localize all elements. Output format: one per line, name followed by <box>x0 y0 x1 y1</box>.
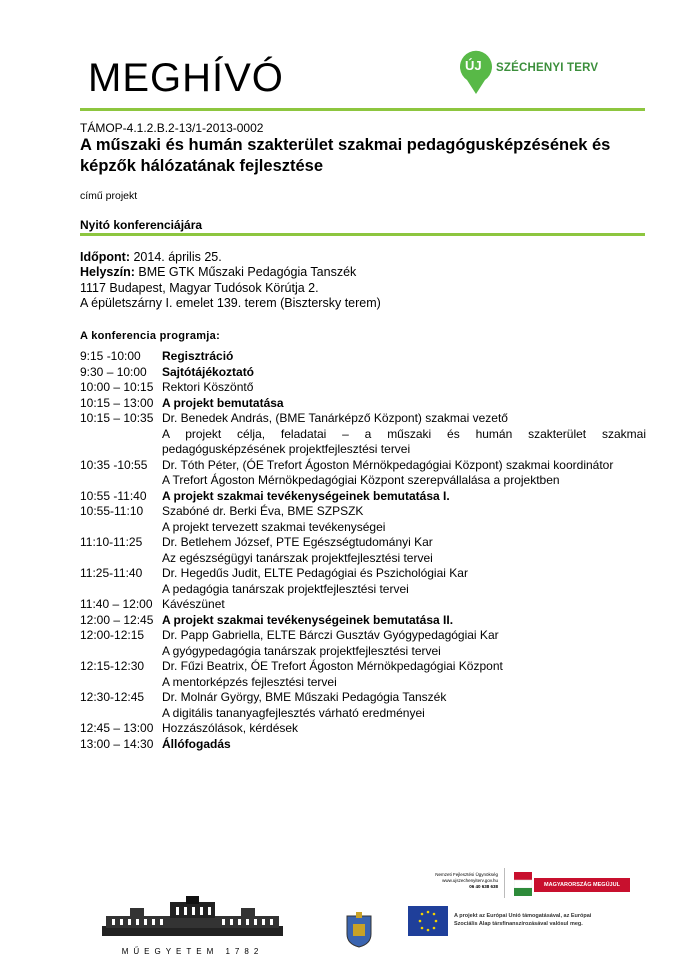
program-time: 11:10-11:25 <box>80 535 143 549</box>
nfu-name: Nemzeti Fejlesztési Ügynökség <box>435 872 498 877</box>
program-text: A mentorképzés fejlesztési tervei <box>162 674 337 689</box>
program-text: A pedagógia tanárszak projektfejlesztési tervei <box>162 581 409 596</box>
project-code: TÁMOP-4.1.2.B.2-13/1-2013-0002 <box>80 121 264 135</box>
program-text: Hozzászólások, kérdések <box>162 721 299 735</box>
bme-caption: MŰEGYETEM 1782 <box>121 947 264 956</box>
place-label: Helyszín: <box>80 265 135 279</box>
program-text: Az egészségügyi tanárszak projektfejlesztési tervei <box>162 550 433 565</box>
program-text: A projekt célja, feladatai – a műszaki és humán szakterület szakmai <box>162 426 646 441</box>
program-time: 10:55-11:10 <box>80 504 144 518</box>
place-value: BME GTK Műszaki Pedagógia Tanszék <box>134 265 357 279</box>
section-rule <box>80 233 645 236</box>
program-text: Dr. Benedek András, (BME Tanárképző Központ) szakmai vezető <box>162 411 508 425</box>
magyarorszag-megujul-badge: MAGYARORSZÁG MEGÚJUL <box>534 878 630 892</box>
nfu-url: www.ujszechenyiterv.gov.hu <box>442 878 498 883</box>
time-value: 2014. április 25. <box>129 250 222 264</box>
nfu-eu-logos <box>408 868 648 958</box>
szechenyi-pin-icon <box>456 44 496 104</box>
eu-flag-icon <box>408 906 448 936</box>
eu-note-line-1: A projekt az Európai Unió támogatásával, az Európai <box>454 913 592 919</box>
bme-logo <box>100 896 285 956</box>
address-line: 1117 Budapest, Magyar Tudósok Körútja 2. <box>80 281 319 295</box>
program-time: 12:00 – 12:45 <box>80 612 154 627</box>
program-text: Dr. Hegedűs Judit, ELTE Pedagógiai és Pszichológiai Kar <box>162 566 468 580</box>
program-time: 12:45 – 13:00 <box>80 721 154 735</box>
program-text: Szabóné dr. Berki Éva, BME SZPSZK <box>162 504 364 518</box>
program-text: Dr. Tóth Péter, (ÓE Trefort Ágoston Mérnökpedagógiai Központ) szakmai koordinátor <box>162 457 614 472</box>
program-time: 9:15 -10:00 <box>80 349 141 363</box>
program-time: 10:15 – 10:35 <box>80 411 154 425</box>
project-title: A műszaki és humán szakterület szakmai pedagógusképzésének és képzők hálózatának fejlesztése <box>80 136 611 175</box>
program-text: A projekt tervezett szakmai tevékenységei <box>162 519 386 534</box>
logo-text: SZÉCHENYI TERV <box>496 62 599 74</box>
program-time: 10:55 -11:40 <box>80 488 147 503</box>
program-text: Kávészünet <box>162 597 225 611</box>
program-text: Dr. Molnár György, BME Műszaki Pedagógia Tanszék <box>162 690 447 704</box>
logo-divider <box>504 868 505 898</box>
program-time: 10:15 – 13:00 <box>80 395 154 410</box>
program-time: 13:00 – 14:30 <box>80 736 154 751</box>
program-time: 11:40 – 12:00 <box>80 597 153 611</box>
eu-note-line-2: Szociális Alap társfinanszírozásával valósul meg. <box>454 921 583 927</box>
event-heading: Nyitó konferenciájára <box>80 218 203 232</box>
room-line: A épületszárny I. emelet 139. terem (Bisztersky terem) <box>80 296 381 310</box>
nfu-phone: 06 40 638 638 <box>469 884 498 889</box>
szechenyi-terv-logo <box>456 44 626 104</box>
program-text: Állófogadás <box>162 736 231 751</box>
program-heading: A konferencia programja: <box>80 330 221 342</box>
program-text: A Trefort Ágoston Mérnökpedagógiai Központ szerepvállalása a projektben <box>162 473 560 487</box>
program-text: Dr. Fűzi Beatrix, ÓE Trefort Ágoston Mérnökpedagógiai Központ <box>162 659 503 673</box>
hungarian-flag-icon <box>514 872 532 896</box>
program-time: 10:35 -10:55 <box>80 457 148 472</box>
program-text: A gyógypedagógia tanárszak projektfejlesztési tervei <box>162 643 441 658</box>
program-text: Regisztráció <box>162 349 234 363</box>
program-text: A projekt szakmai tevékenységeinek bemutatása II. <box>162 612 454 627</box>
project-subtitle: című projekt <box>80 190 138 202</box>
program-text: pedagógusképzésének projektfejlesztési tervei <box>162 442 411 456</box>
program-time: 12:30-12:45 <box>80 690 145 704</box>
program-text: Dr. Papp Gabriella, ELTE Bárczi Gusztáv Gyógypedagógiai Kar <box>162 628 499 642</box>
program-time: 10:00 – 10:15 <box>80 380 154 394</box>
program-text: Rektori Köszöntő <box>162 380 254 394</box>
program-text: Sajtótájékoztató <box>162 364 255 379</box>
program-time: 11:25-11:40 <box>80 566 143 580</box>
time-line <box>80 250 222 265</box>
time-label: Időpont: <box>80 250 130 264</box>
page-title: MEGHÍVÓ <box>88 56 284 100</box>
program-text: A projekt szakmai tevékenységeinek bemutatása I. <box>162 488 450 503</box>
header-rule <box>80 108 645 111</box>
program-text: A digitális tananyagfejlesztés várható eredményei <box>162 705 425 720</box>
program-text: A projekt bemutatása <box>162 395 284 410</box>
place-line <box>80 265 356 280</box>
bme-building-icon <box>100 896 285 940</box>
city-crest-icon <box>344 910 374 948</box>
program-time: 12:15-12:30 <box>80 659 145 673</box>
program-time: 12:00-12:15 <box>80 628 145 642</box>
program-text: Dr. Betlehem József, PTE Egészségtudományi Kar <box>162 535 433 549</box>
program-time: 9:30 – 10:00 <box>80 364 147 379</box>
logo-badge: ÚJ <box>465 58 482 73</box>
